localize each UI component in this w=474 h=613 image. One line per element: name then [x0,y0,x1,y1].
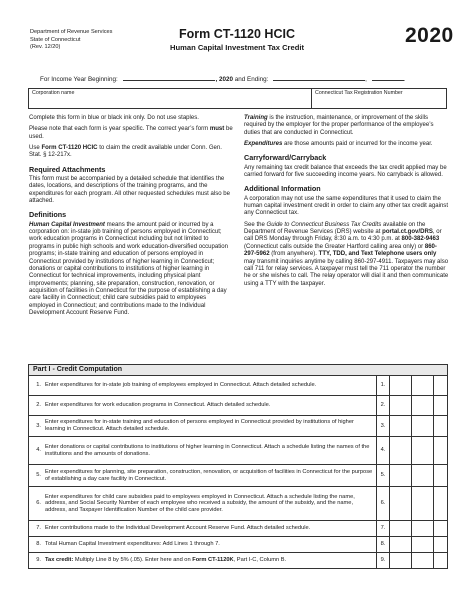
use-form-note: Use Form CT-1120 HCIC to claim the credit available under Conn. Gen. Stat. § 12-217x. [29,145,222,159]
ink-instruction: Complete this form in blue or black ink only. Do not use staples. [29,115,199,121]
table-row: 5. Enter expenditures for planning, site preparation, construction, renovation, or acquisition of facilities in Connecticut for the purpose of establishing a day care facility in Connecticut. 5. [29,465,447,487]
begin-date-field[interactable] [123,74,215,81]
line9-amount-field[interactable] [389,553,447,568]
instructions-left-column [29,115,234,321]
registration-number-field[interactable] [314,97,444,107]
table-row: 2. Enter expenditures for work education programs in Connecticut. Attach detailed schedule. 2. [29,396,447,416]
table-row: 6. Enter expenditures for child care subsidies paid to employees employed in Connecticut. Attach a schedule listing the name, address, and Social Security Number of each employee who received a subsidy, the amount of the subsidy, and the name, address, and Taxpayer Identification Number of the child care provider. 6. [29,487,447,521]
form-title: Form CT-1120 HCIC [178,27,295,41]
period: . [403,76,406,83]
line3-amount-field[interactable] [389,416,447,436]
required-attachments-heading: Required Attachments [29,164,106,174]
line2-amount-field[interactable] [389,396,447,415]
identification-box [28,88,447,109]
table-row: 8. Total Human Capital Investment expenditures: Add Lines 1 through 7. 8. [29,537,447,553]
line7-amount-field[interactable] [389,521,447,536]
begin-year-text: , 2020 [215,76,233,83]
line4-amount-field[interactable] [389,437,447,464]
and-ending-label: and Ending: [232,76,269,83]
corporation-name-field[interactable] [31,97,309,107]
income-year-line [40,74,405,83]
required-attachments-text: This form must be accompanied by a detailed schedule that identifies the dates, locations, and descriptions of the training programs, and the expenditures for each program. All other requested schedules must also be attached. [29,176,231,205]
training-definition: Training is the instruction, maintenance, or improvement of the skills required by the employer for the proper performance of the employee’s duties that are conducted in Connecticut. [244,115,434,136]
additional-info-text-1: A corporation may not use the same expenditures that it used to claim the human capital investment credit in order to claim any other tax credit against any Connecticut tax. [244,195,449,217]
income-year-label: For Income Year Beginning: [40,76,118,83]
comma: , [365,76,367,83]
id-box-divider [311,89,312,108]
line6-amount-field[interactable] [389,487,447,520]
end-date-field[interactable] [273,74,365,81]
table-row: 4. Enter donations or capital contributions to institutions of higher learning in Connecticut. Attach a schedule listing the names of the institutions and the amounts of donations. 4. [29,437,447,465]
additional-info-text-2: See the Guide to Connecticut Business Tax Credits available on the Department of Revenue Services (DRS) website at portal.ct.gov/DRS, or call DRS Monday through Friday, 8:30 a.m. to 4:30 p.m. at 800-382-9463 (Connecticut calls outside the Greater Hartford calling area only) or 860-297-5962 (from anywhere). TTY, TDD, and Text Telephone users only may transmit inquiries anytime by calling 860-297-4911. Taxpayers may also call 711 for relay services. A taxpayer must tell the 711 operator the number he or she wishes to call. The relay operator will dial it and then communicate using a TTY with the taxpayer. [244,221,449,287]
definition-text: Human Capital Investment means the amount paid or incurred by a corporation on: in-state job training of persons employed in Connecticut; work education programs in Connecticut including but not limited to programs in public high schools and work education-diversified occupation programs; in-state training and education of persons employed in Connecticut provided by institutions of higher learning in Connecticut; donations or capital contributions to institutions of higher learning in Connecticut for technical improvements, including physical plant improvements; planning, site preparation, construction, renovation, or acquisition of facilities in Connecticut for the purpose of establishing a day care facility in Connecticut; child care subsidies paid to employees employed in Connecticut; and contributions made to the Individual Development Account Reserve Fund. [29,221,228,316]
line8-amount-field[interactable] [389,537,447,552]
dept-line: Department of Revenue Services [30,29,113,35]
drs-website-link[interactable]: portal.ct.gov/DRS [382,229,433,236]
carryforward-heading: Carryforward/Carryback [244,153,327,163]
dept-line: State of Connecticut [30,36,81,43]
registration-number-label: Connecticut Tax Registration Number [315,90,403,96]
line1-amount-field[interactable] [389,376,447,395]
table-row: 1. Enter expenditures for in-state job training of employees employed in Connecticut. Attach detailed schedule. 1. [29,376,447,396]
carryforward-text: Any remaining tax credit balance that exceeds the tax credit applied may be carried forward for five succeeding income years. No carryback is allowed. [244,164,447,179]
table-row: 7. Enter contributions made to the Individual Development Account Reserve Fund. Attach detailed schedule. 7. [29,521,447,537]
tax-year: 2020 [405,24,454,47]
table-row: 9. Tax credit: Multiply Line 8 by 5% (.05). Enter here and on Form CT-1120K, Part I-C, Column B. 9. [29,553,447,568]
table-row: 3. Enter expenditures for in-state training and education of persons employed in Connecticut provided by institutions of higher learning in Connecticut. Attach detailed schedule. 3. [29,416,447,437]
part1-heading: Part I - Credit Computation [29,365,447,376]
form-subtitle: Human Capital Investment Tax Credit [169,43,305,52]
definitions-heading: Definitions [29,210,67,220]
additional-info-heading: Additional Information [244,184,321,194]
line5-amount-field[interactable] [389,465,447,486]
end-year-field[interactable] [372,74,404,81]
expenditures-definition: Expenditures are those amounts paid or incurred for the income year. [244,141,433,148]
corporation-name-label: Corporation name [32,90,75,96]
part1-credit-computation-table [28,364,448,569]
year-specific-note: Please note that each form is year specific. The correct year’s form must be used. [29,126,233,140]
instructions-right-column [244,115,449,292]
dept-line: (Rev. 12/20) [30,44,61,51]
